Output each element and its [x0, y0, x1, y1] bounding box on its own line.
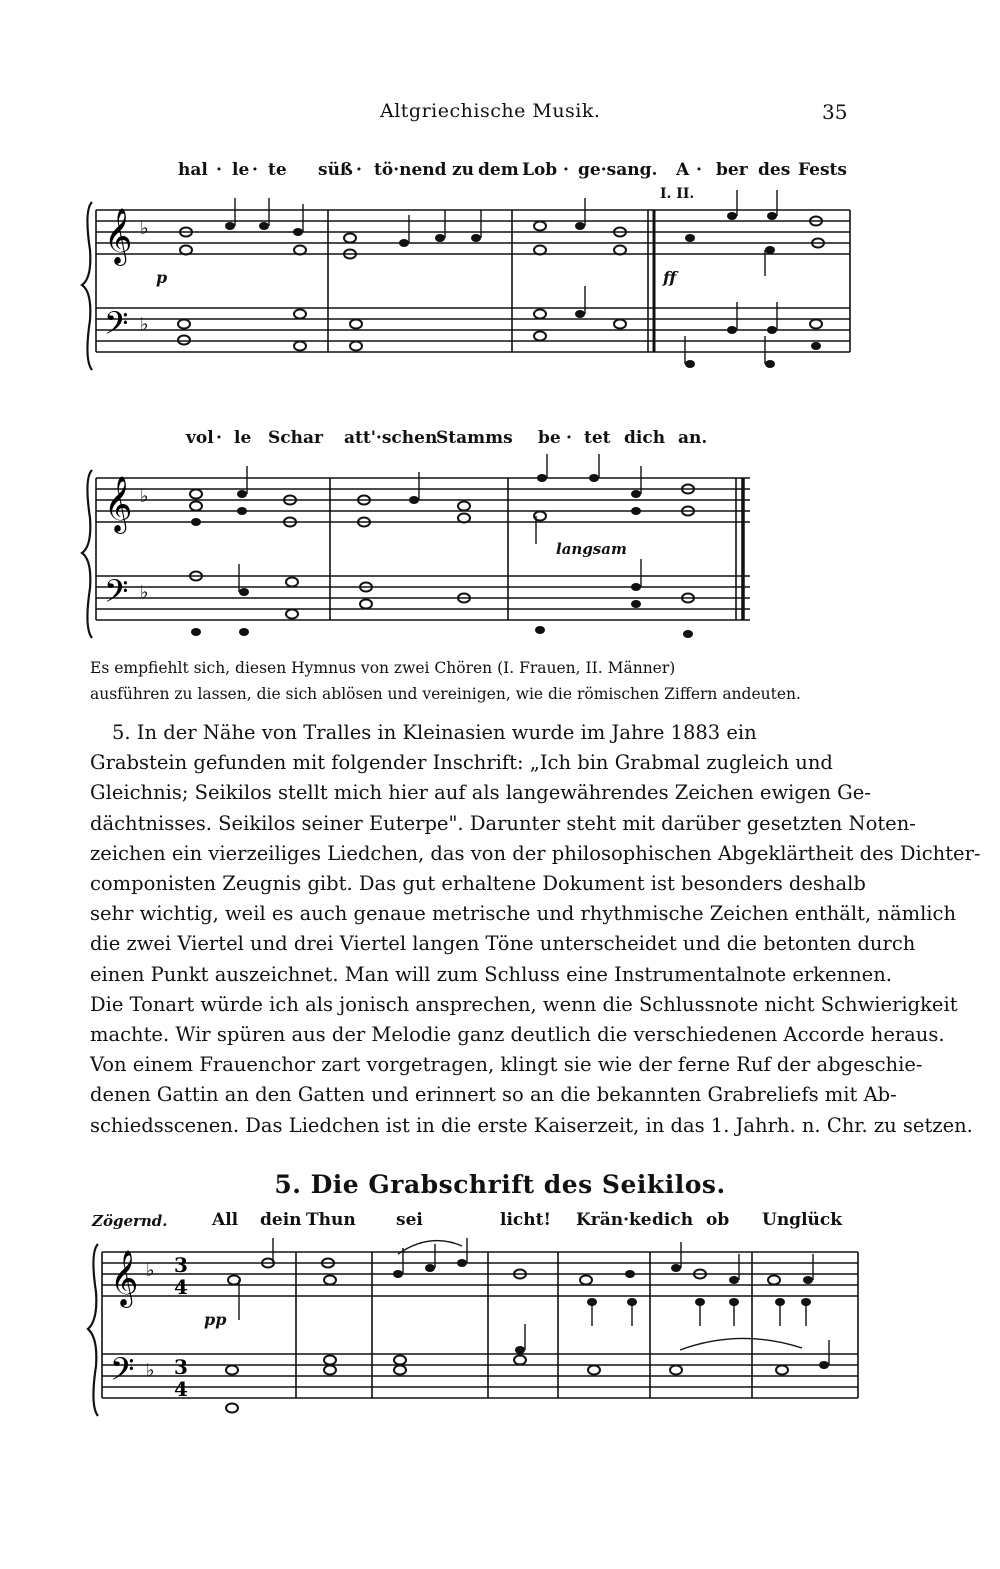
- system1-notes: [178, 212, 824, 368]
- page-number: 35: [822, 100, 848, 124]
- flat-icon: ♭: [140, 582, 149, 603]
- time-signature: [174, 1253, 188, 1401]
- system-brace: [82, 202, 92, 370]
- svg-text:4: 4: [174, 1275, 188, 1299]
- bass-clef-icon: 𝄢: [104, 573, 129, 617]
- lyric-syllable: le: [232, 160, 250, 180]
- flat-icon: ♭: [146, 1260, 155, 1281]
- system3-score: [0, 1232, 1000, 1432]
- lyric-syllable: le: [234, 428, 252, 448]
- lyric-syllable: süß: [318, 160, 353, 180]
- lyric-syllable: tet: [584, 428, 611, 448]
- flat-icon: ♭: [146, 1360, 155, 1381]
- lyric-syllable: ·: [216, 160, 222, 180]
- tempo-langsam: langsam: [556, 540, 627, 558]
- main-paragraph: [90, 718, 981, 1141]
- lyric-syllable: zu: [452, 160, 475, 180]
- lyric-syllable: Thun: [306, 1210, 356, 1230]
- lyric-syllable: Unglück: [762, 1210, 843, 1230]
- bass-staff: [96, 576, 750, 620]
- dynamic-fortissimo: ff: [663, 268, 677, 287]
- tempo-zoegernd: Zögernd.: [92, 1212, 168, 1230]
- text-line: schiedsscenen. Das Liedchen ist in die erste Kaiserzeit, in das 1. Jahrh. n. Chr. zu setzen.: [90, 1113, 973, 1137]
- lyric-syllable: ber: [716, 160, 748, 180]
- lyric-syllable: dem: [478, 160, 519, 180]
- treble-clef-icon: 𝄞: [110, 1250, 139, 1306]
- lyric-syllable: vol: [186, 428, 214, 448]
- lyric-syllable: ·: [356, 160, 362, 180]
- treble-clef-icon: 𝄞: [104, 476, 133, 532]
- system-brace: [88, 1244, 98, 1416]
- text-line: Grabstein gefunden mit folgender Inschrift: „Ich bin Grabmal zugleich und: [90, 751, 833, 775]
- note-stems: [239, 454, 641, 592]
- system1-score: [0, 190, 1000, 380]
- lyric-syllable: ge·sang.: [578, 160, 658, 180]
- lyric-syllable: dich: [652, 1210, 694, 1230]
- lyric-syllable: sei: [396, 1210, 423, 1230]
- system-brace: [82, 470, 92, 638]
- lyric-syllable: an.: [678, 428, 708, 448]
- text-line: zeichen ein vierzeiliges Liedchen, das von der philosophischen Abgeklärtheit des Dichter-: [90, 841, 981, 865]
- lyric-syllable: hal: [178, 160, 208, 180]
- svg-text:3: 3: [174, 1253, 188, 1277]
- text-line: dächtnisses. Seikilos seiner Euterpe". Darunter steht mit darüber gesetzten Noten-: [90, 811, 916, 835]
- lyric-syllable: ·: [566, 428, 572, 448]
- lyric-syllable: tö·nend: [374, 160, 447, 180]
- lyric-syllable: ob: [706, 1210, 730, 1230]
- text-line: 5. In der Nähe von Tralles in Kleinasien wurde im Jahre 1883 ein: [112, 721, 757, 744]
- system2-notes: [190, 474, 694, 638]
- lyric-syllable: Fests: [798, 160, 847, 180]
- note-stems: [235, 190, 777, 364]
- lyric-syllable: A: [676, 160, 690, 180]
- text-line: Von einem Frauenchor zart vorgetragen, klingt sie wie der ferne Ruf der abgeschie-: [90, 1053, 923, 1077]
- text-line: Es empfiehlt sich, diesen Hymnus von zwei Chören (I. Frauen, II. Männer): [90, 659, 676, 677]
- svg-text:3: 3: [174, 1355, 188, 1379]
- text-line: denen Gattin an den Gatten und erinnert so an die bekannten Grabreliefs mit Ab-: [90, 1083, 897, 1107]
- text-line: componisten Zeugnis gibt. Das gut erhaltene Dokument ist besonders deshalb: [90, 872, 866, 896]
- bass-clef-icon: 𝄢: [104, 305, 129, 349]
- text-line: einen Punkt auszeichnet. Man will zum Schluss eine Instrumentalnote erkennen.: [90, 962, 892, 986]
- lyric-syllable: Schar: [268, 428, 323, 448]
- flat-icon: ♭: [140, 486, 149, 507]
- text-line: machte. Wir spüren aus der Melodie ganz deutlich die verschiedenen Accorde heraus.: [90, 1023, 945, 1047]
- lyric-syllable: All: [212, 1210, 239, 1230]
- note-stems: [239, 1238, 829, 1365]
- text-line: Die Tonart würde ich als jonisch ansprechen, wenn die Schlussnote nicht Schwierigkeit: [90, 992, 958, 1016]
- treble-clef-icon: 𝄞: [104, 208, 133, 264]
- text-line: ausführen zu lassen, die sich ablösen und vereinigen, wie die römischen Ziffern andeuten.: [90, 685, 801, 703]
- system3-notes: [226, 1259, 829, 1413]
- text-line: sehr wichtig, weil es auch genaue metrische und rhythmische Zeichen enthält, nämlich: [90, 902, 957, 926]
- system2-score: [0, 458, 1000, 648]
- lyric-syllable: Stamms: [436, 428, 513, 448]
- treble-staff: [96, 478, 750, 522]
- bass-staff: [102, 1354, 858, 1398]
- lyric-syllable: te: [268, 160, 287, 180]
- slur: [680, 1338, 802, 1350]
- lyric-syllable: att'·schen: [344, 428, 438, 448]
- dynamic-piano: p: [156, 268, 168, 287]
- performance-note: [90, 655, 860, 707]
- text-line: Gleichnis; Seikilos stellt mich hier auf als langewährendes Zeichen ewigen Ge-: [90, 781, 871, 805]
- section-heading: 5. Die Grabschrift des Seikilos.: [274, 1170, 726, 1199]
- dynamic-pianissimo: pp: [204, 1310, 227, 1329]
- lyric-syllable: dich: [624, 428, 666, 448]
- lyric-syllable: Lob: [522, 160, 558, 180]
- lyric-syllable: ·: [563, 160, 569, 180]
- lyric-syllable: Krän·ke: [576, 1210, 652, 1230]
- lyric-syllable: dein: [260, 1210, 302, 1230]
- flat-icon: ♭: [140, 218, 149, 239]
- svg-text:4: 4: [174, 1377, 188, 1401]
- lyric-syllable: ·: [216, 428, 222, 448]
- lyric-syllable: be: [538, 428, 561, 448]
- flat-icon: ♭: [140, 314, 149, 335]
- text-line: die zwei Viertel und drei Viertel langen Töne unterscheidet und die betonten durch: [90, 932, 916, 956]
- bass-clef-icon: 𝄢: [110, 1351, 135, 1395]
- lyric-syllable: des: [758, 160, 791, 180]
- lyric-syllable: licht!: [500, 1210, 551, 1230]
- running-header-title: Altgriechische Musik.: [380, 100, 601, 122]
- treble-staff: [102, 1252, 858, 1296]
- volta-marking: I. II.: [660, 186, 695, 202]
- lyric-syllable: ·: [696, 160, 702, 180]
- lyric-syllable: ·: [252, 160, 258, 180]
